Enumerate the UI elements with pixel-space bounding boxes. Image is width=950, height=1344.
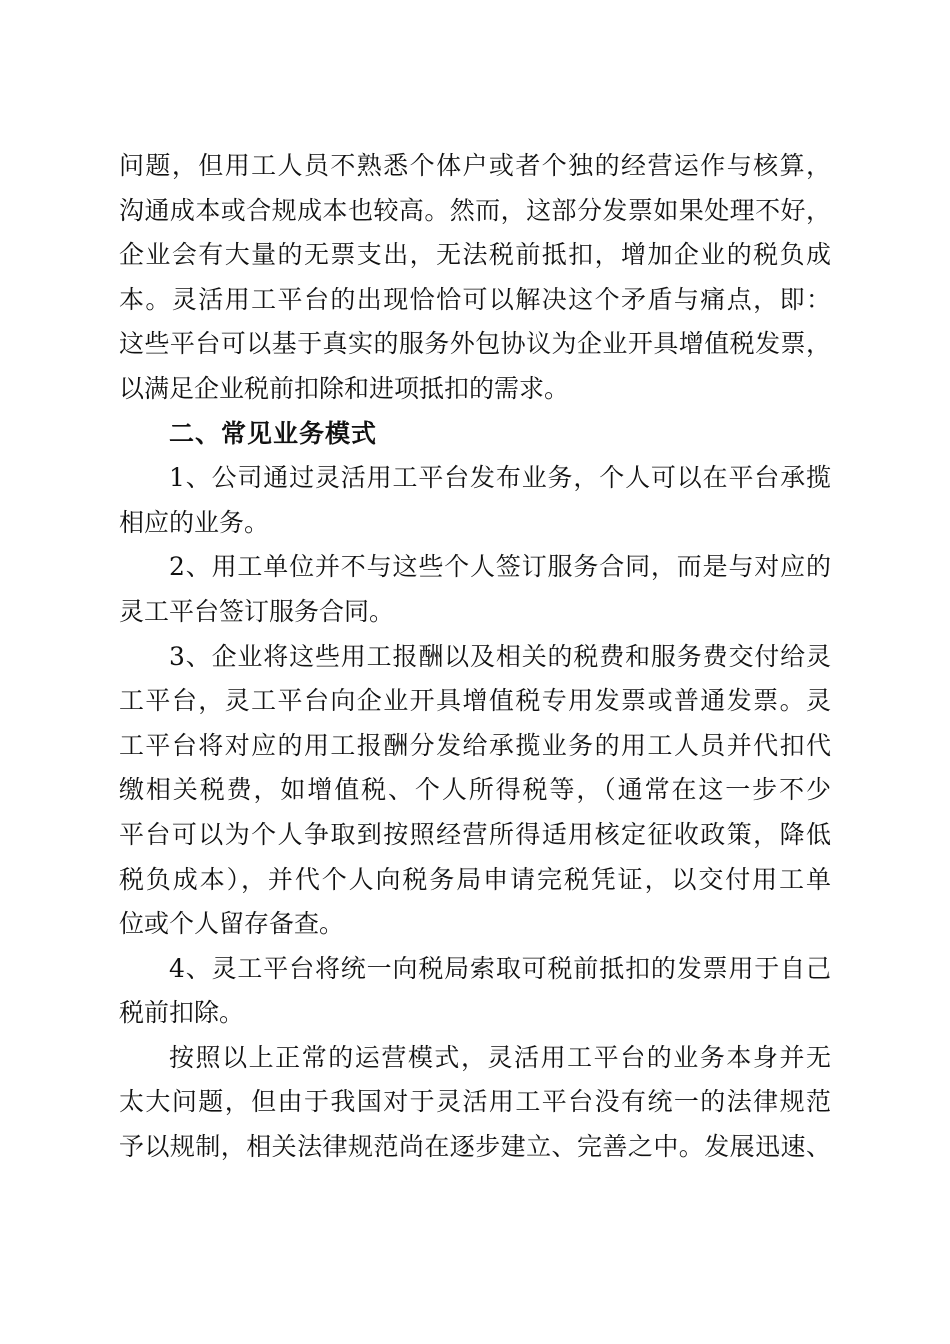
paragraph-line: 按照以上正常的运营模式，灵活用工平台的业务本身并无 [169,1042,831,1072]
list-item-line: 税负成本），并代个人向税务局申请完税凭证，以交付用工单 [119,864,831,894]
list-item-line: 位或个人留存备查。 [119,909,345,939]
paragraph-line: 问题，但用工人员不熟悉个体户或者个独的经营运作与核算， [119,151,831,180]
list-item-line: 工平台，灵工平台向企业开具增值税专用发票或普通发票。灵 [119,686,831,716]
list-item-line: 灵工平台签订服务合同。 [119,596,395,626]
paragraph-line: 企业会有大量的无票支出，无法税前抵扣，增加企业的税负成 [119,240,831,270]
paragraph-line: 本。灵活用工平台的出现恰恰可以解决这个矛盾与痛点，即： [119,284,831,314]
list-item-line: 3、企业将这些用工报酬以及相关的税费和服务费交付给灵 [169,641,831,671]
paragraph-line: 太大问题，但由于我国对于灵活用工平台没有统一的法律规范 [119,1087,831,1117]
list-item-line: 缴相关税费，如增值税、个人所得税等，（通常在这一步不少 [119,775,831,805]
paragraph-line: 这些平台可以基于真实的服务外包协议为企业开具增值税发票， [119,329,831,359]
list-item-line: 相应的业务。 [119,507,270,537]
list-item-line: 4、灵工平台将统一向税局索取可税前抵扣的发票用于自己 [169,953,831,983]
paragraph-line: 以满足企业税前扣除和进项抵扣的需求。 [119,373,570,403]
paragraph-line: 予以规制，相关法律规范尚在逐步建立、完善之中。发展迅速、 [119,1132,831,1162]
list-item-line: 工平台将对应的用工报酬分发给承揽业务的用工人员并代扣代 [119,730,831,760]
paragraph-line: 沟通成本或合规成本也较高。然而，这部分发票如果处理不好， [119,195,831,225]
body-text [119,144,831,1170]
list-item-line: 平台可以为个人争取到按照经营所得适用核定征收政策，降低 [119,819,831,849]
list-item-line: 1、公司通过灵活用工平台发布业务，个人可以在平台承揽 [169,463,831,493]
list-item-line: 税前扣除。 [119,998,245,1028]
list-item-line: 2、用工单位并不与这些个人签订服务合同，而是与对应的 [169,552,831,582]
section-heading: 二、常见业务模式 [169,418,378,448]
